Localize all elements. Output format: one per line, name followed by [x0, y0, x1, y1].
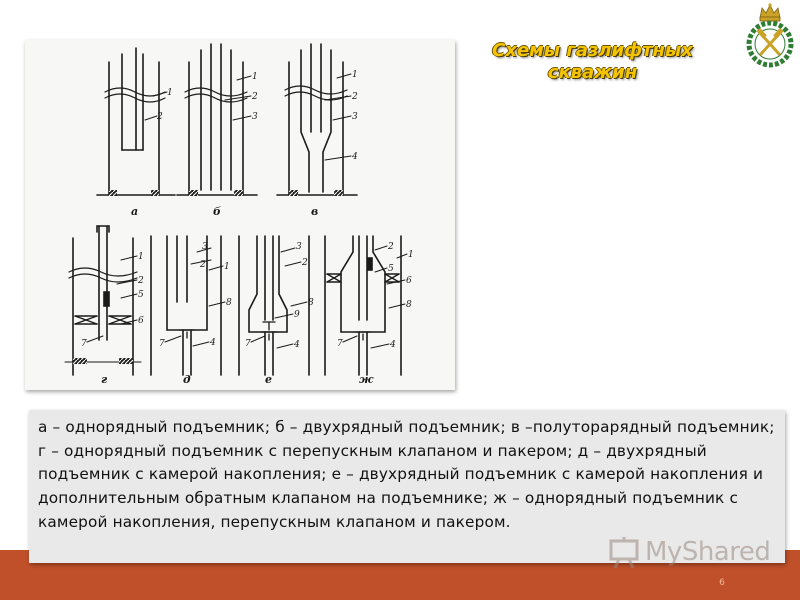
- watermark-text: MyShared: [645, 537, 771, 567]
- scheme-e: [239, 236, 309, 375]
- scheme-v-number: 1: [352, 70, 358, 80]
- scheme-a-number: 2: [157, 112, 163, 122]
- scheme-a-number: 1: [167, 88, 173, 98]
- scheme-d-number: 4: [210, 338, 216, 348]
- scheme-e-number: 3: [296, 242, 302, 252]
- scheme-e-number: 7: [245, 339, 251, 349]
- scheme-b-number: 1: [252, 72, 258, 82]
- scheme-b-number: 2: [252, 92, 258, 102]
- scheme-e-letter: е: [265, 373, 272, 386]
- scheme-v-number: 2: [352, 92, 358, 102]
- scheme-zh-number: 6: [406, 276, 412, 286]
- scheme-v-number: 3: [352, 112, 358, 122]
- well-schemes-diagram: [25, 40, 455, 390]
- presentation-board-icon: [607, 535, 641, 569]
- scheme-g-number: 7: [81, 339, 87, 349]
- scheme-e-number: 4: [294, 340, 300, 350]
- scheme-v-number: 4: [352, 152, 358, 162]
- scheme-e-number: 2: [302, 258, 308, 268]
- page-number: 6: [719, 578, 725, 588]
- scheme-b-number: 3: [252, 112, 258, 122]
- scheme-zh-number: 7: [337, 339, 343, 349]
- scheme-zh-number: 8: [406, 300, 412, 310]
- scheme-d-letter: д: [183, 373, 191, 386]
- scheme-zh-number: 5: [388, 264, 394, 274]
- scheme-v: [277, 44, 357, 196]
- scheme-g-number: 5: [138, 290, 144, 300]
- scheme-g-number: 2: [138, 276, 144, 286]
- scheme-e-number: 8: [308, 298, 314, 308]
- scheme-d-number: 1: [224, 262, 230, 272]
- scheme-a: [97, 48, 175, 196]
- scheme-d-number: 8: [226, 298, 232, 308]
- watermark: [607, 535, 770, 569]
- scheme-zh-number: 2: [388, 242, 394, 252]
- mining-university-emblem-icon: [742, 2, 798, 68]
- scheme-zh-number: 4: [390, 340, 396, 350]
- scheme-d: [151, 236, 225, 375]
- scheme-zh-letter: ж: [359, 373, 374, 386]
- scheme-g-number: 6: [138, 316, 144, 326]
- scheme-zh-number: 1: [408, 250, 414, 260]
- scheme-v-letter: в: [311, 205, 319, 218]
- scheme-a-letter: а: [131, 205, 139, 218]
- scheme-g: [65, 226, 141, 375]
- scheme-b: [177, 44, 257, 196]
- caption-text: а – однорядный подъемник; б – двухрядный подъемник; в –полуторарядный подъемник; г – однорядный подъемник с перепускным клапаном и пакером; д – двухрядный подъемник с камерой накопления; е – двухрядный подъемник с камерой накопления и дополнительным обратным клапаном на подъемнике; ж – однорядный подъемник с камерой накопления, перепускным клапаном и пакером.: [38, 418, 775, 531]
- scheme-d-number: 7: [159, 339, 165, 349]
- scheme-e-number: 9: [294, 310, 300, 320]
- well-schemes-figure: [25, 40, 455, 390]
- scheme-d-number: 2: [200, 260, 206, 270]
- scheme-d-number: 3: [202, 242, 208, 252]
- slide-title: Схемы газлифтных скважин: [492, 40, 693, 83]
- scheme-g-number: 1: [138, 252, 144, 262]
- scheme-b-letter: б: [213, 205, 221, 218]
- scheme-g-letter: г: [101, 373, 108, 386]
- scheme-zh: [325, 236, 407, 375]
